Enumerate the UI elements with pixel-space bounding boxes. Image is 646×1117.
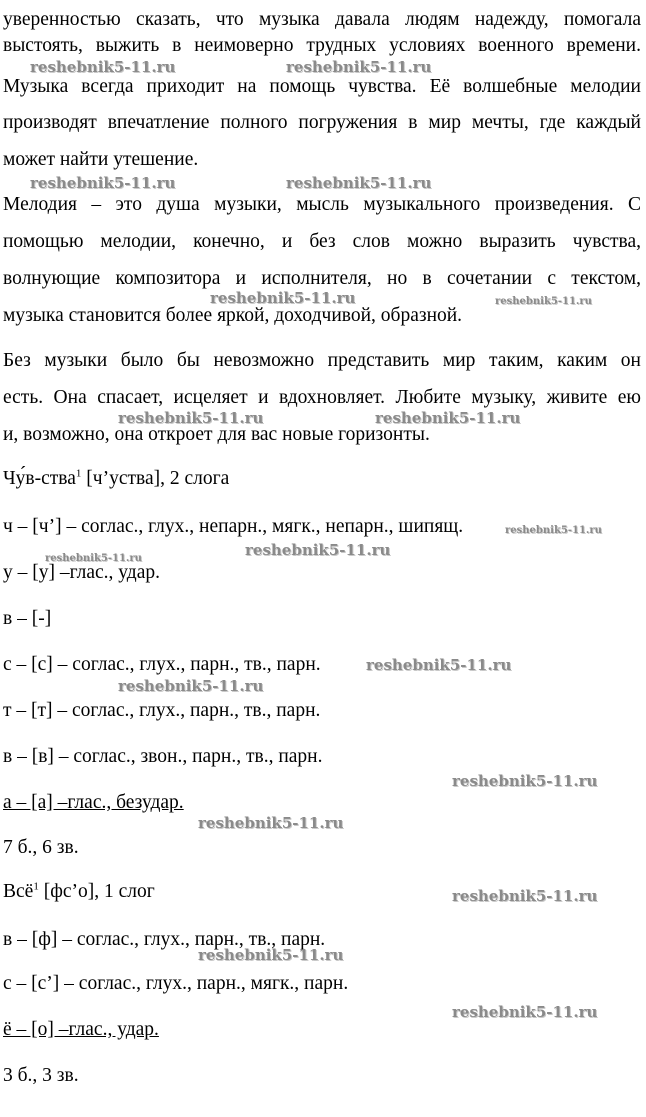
paragraph-line: и, возможно, она откроет для вас новые горизонты.: [3, 424, 430, 445]
watermark: reshebnik5-11.ru: [30, 174, 176, 192]
watermark: reshebnik5-11.ru: [245, 541, 391, 559]
phonetic-line: т – [т] – соглас., глух., парн., тв., парн.: [3, 700, 321, 721]
letter-sound-summary: 3 б., 3 зв.: [3, 1065, 79, 1086]
watermark: reshebnik5-11.ru: [452, 772, 598, 790]
phonetic-line: в – [в] – соглас., звон., парн., тв., парн.: [3, 746, 323, 767]
paragraph-line: Музыка всегда приходит на помощь чувства. Её волшебные мелодии: [3, 76, 641, 97]
paragraph-line: помощью мелодии, конечно, и без слов можно выразить чувства,: [3, 231, 641, 252]
phonetic-line: с – [с’] – соглас., глух., парн., мягк., парн.: [3, 973, 349, 994]
paragraph-line: уверенностью сказать, что музыка давала людям надежду, помогала: [3, 9, 641, 30]
watermark: reshebnik5-11.ru: [198, 946, 344, 964]
paragraph-line: производят впечатление полного погружения в мир мечты, где каждый: [3, 112, 641, 133]
paragraph-line: волнующие композитора и исполнителя, но в сочетании с текстом,: [3, 268, 641, 289]
paragraph-line: Без музыки было бы невозможно представить мир таким, каким он: [3, 350, 641, 371]
watermark: reshebnik5-11.ru: [452, 887, 598, 905]
watermark: reshebnik5-11.ru: [286, 174, 432, 192]
word-heading: Чу́в-ства$^1$ [ч’уства], 2 слога: [3, 467, 230, 489]
phonetic-line: а – [а] –глас., безудар.: [3, 792, 184, 813]
watermark: reshebnik5-11.ru: [45, 553, 142, 564]
paragraph-line: выстоять, выжить в неимоверно трудных условиях военного времени.: [3, 35, 641, 56]
phonetic-line: ч – [ч’] – соглас., глух., непарн., мягк., непарн., шипящ.: [3, 516, 464, 537]
letter-sound-summary: 7 б., 6 зв.: [3, 837, 79, 858]
watermark: reshebnik5-11.ru: [495, 296, 592, 307]
watermark: reshebnik5-11.ru: [198, 814, 344, 832]
phonetic-line: с – [с] – соглас., глух., парн., тв., парн.: [3, 654, 321, 675]
phonetic-line: у – [у] –глас., удар.: [3, 562, 161, 583]
watermark: reshebnik5-11.ru: [210, 289, 356, 307]
phonetic-line: в – [-]: [3, 608, 52, 629]
watermark: reshebnik5-11.ru: [286, 58, 432, 76]
watermark: reshebnik5-11.ru: [118, 677, 264, 695]
paragraph-line: Мелодия – это душа музыки, мысль музыкального произведения. С: [3, 194, 641, 215]
paragraph-line: есть. Она спасает, исцеляет и вдохновляет. Любите музыку, живите ею: [3, 387, 641, 408]
watermark: reshebnik5-11.ru: [118, 409, 264, 427]
watermark: reshebnik5-11.ru: [366, 656, 512, 674]
word-heading: Всё$^1$ [фс’о], 1 слог: [3, 880, 155, 902]
watermark: reshebnik5-11.ru: [505, 525, 602, 536]
phonetic-line: ё – [о] –глас., удар.: [3, 1019, 159, 1040]
watermark: reshebnik5-11.ru: [452, 1003, 598, 1021]
paragraph-line: может найти утешение.: [3, 149, 199, 170]
watermark: reshebnik5-11.ru: [30, 58, 176, 76]
watermark: reshebnik5-11.ru: [375, 409, 521, 427]
paragraph-line: музыка становится более яркой, доходчивой, образной.: [3, 305, 463, 326]
phonetic-line: в – [ф] – соглас., глух., парн., тв., парн.: [3, 929, 326, 950]
